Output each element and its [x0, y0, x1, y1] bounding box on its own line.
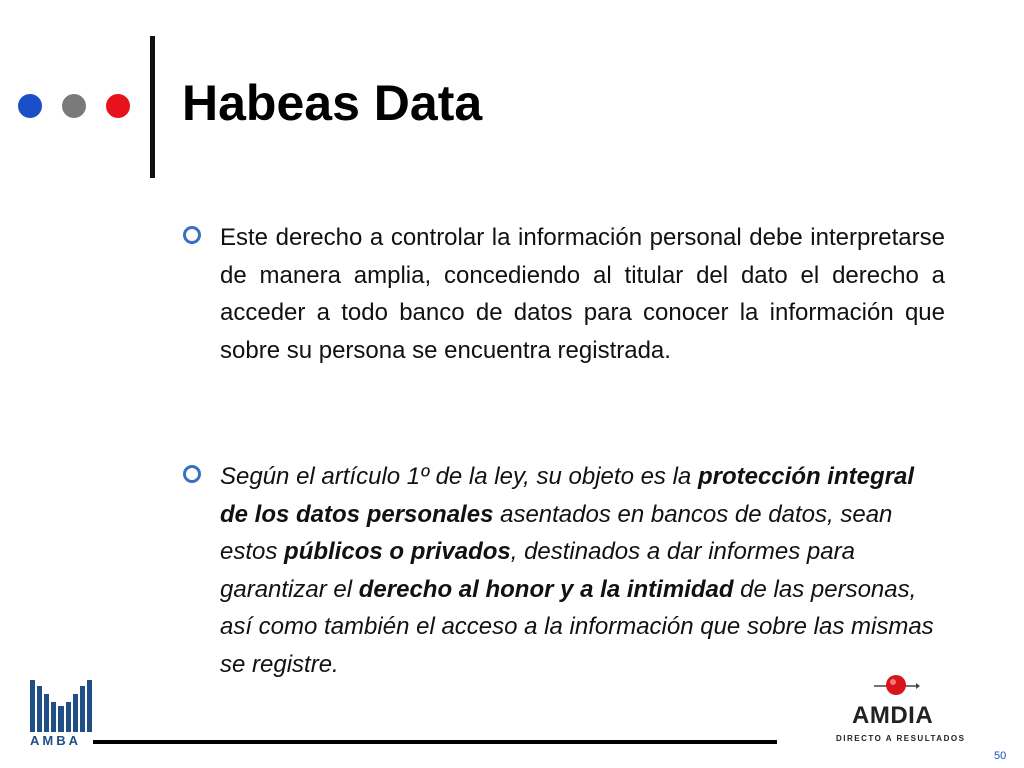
amba-logo-text: AMBA	[30, 733, 81, 748]
bullet-text	[220, 458, 943, 683]
text-run: de las personas, así como también el acceso a la información que sobre las mismas se registre.	[220, 575, 934, 678]
blue-dot-icon	[18, 94, 42, 118]
footer-rule	[93, 740, 777, 744]
bold-text-run: protección integral de los datos personales	[220, 463, 914, 528]
amdia-logo-text: AMDIA	[852, 702, 934, 729]
red-dot-icon	[106, 94, 130, 118]
bold-text-run: públicos o privados	[284, 538, 511, 565]
title-divider	[150, 36, 155, 178]
amdia-logo-icon	[872, 672, 920, 702]
bullet-item-1	[183, 219, 945, 369]
bold-text-run: derecho al honor y a la intimidad	[358, 575, 734, 603]
slide-title: Habeas Data	[182, 75, 483, 131]
ring-bullet-icon	[183, 465, 201, 483]
page-number: 50	[994, 750, 1007, 762]
ring-bullet-icon	[183, 226, 201, 244]
bullet-text: Este derecho a controlar la información personal debe interpretarse de manera amplia, concediendo al titular del dato el derecho a acceder a todo banco de datos para conocer la información que sobre su persona se encuentra registrada.	[220, 224, 945, 364]
text-run: , destinados a dar informes para garantizar el	[220, 538, 855, 603]
text-run: asentados en bancos de datos, sean estos	[220, 500, 893, 565]
text-run: Según el artículo 1º de la ley, su objeto es la	[220, 463, 698, 490]
amdia-tagline: DIRECTO A RESULTADOS	[836, 734, 966, 743]
bullet-item-2	[183, 458, 943, 683]
gray-dot-icon	[62, 94, 86, 118]
